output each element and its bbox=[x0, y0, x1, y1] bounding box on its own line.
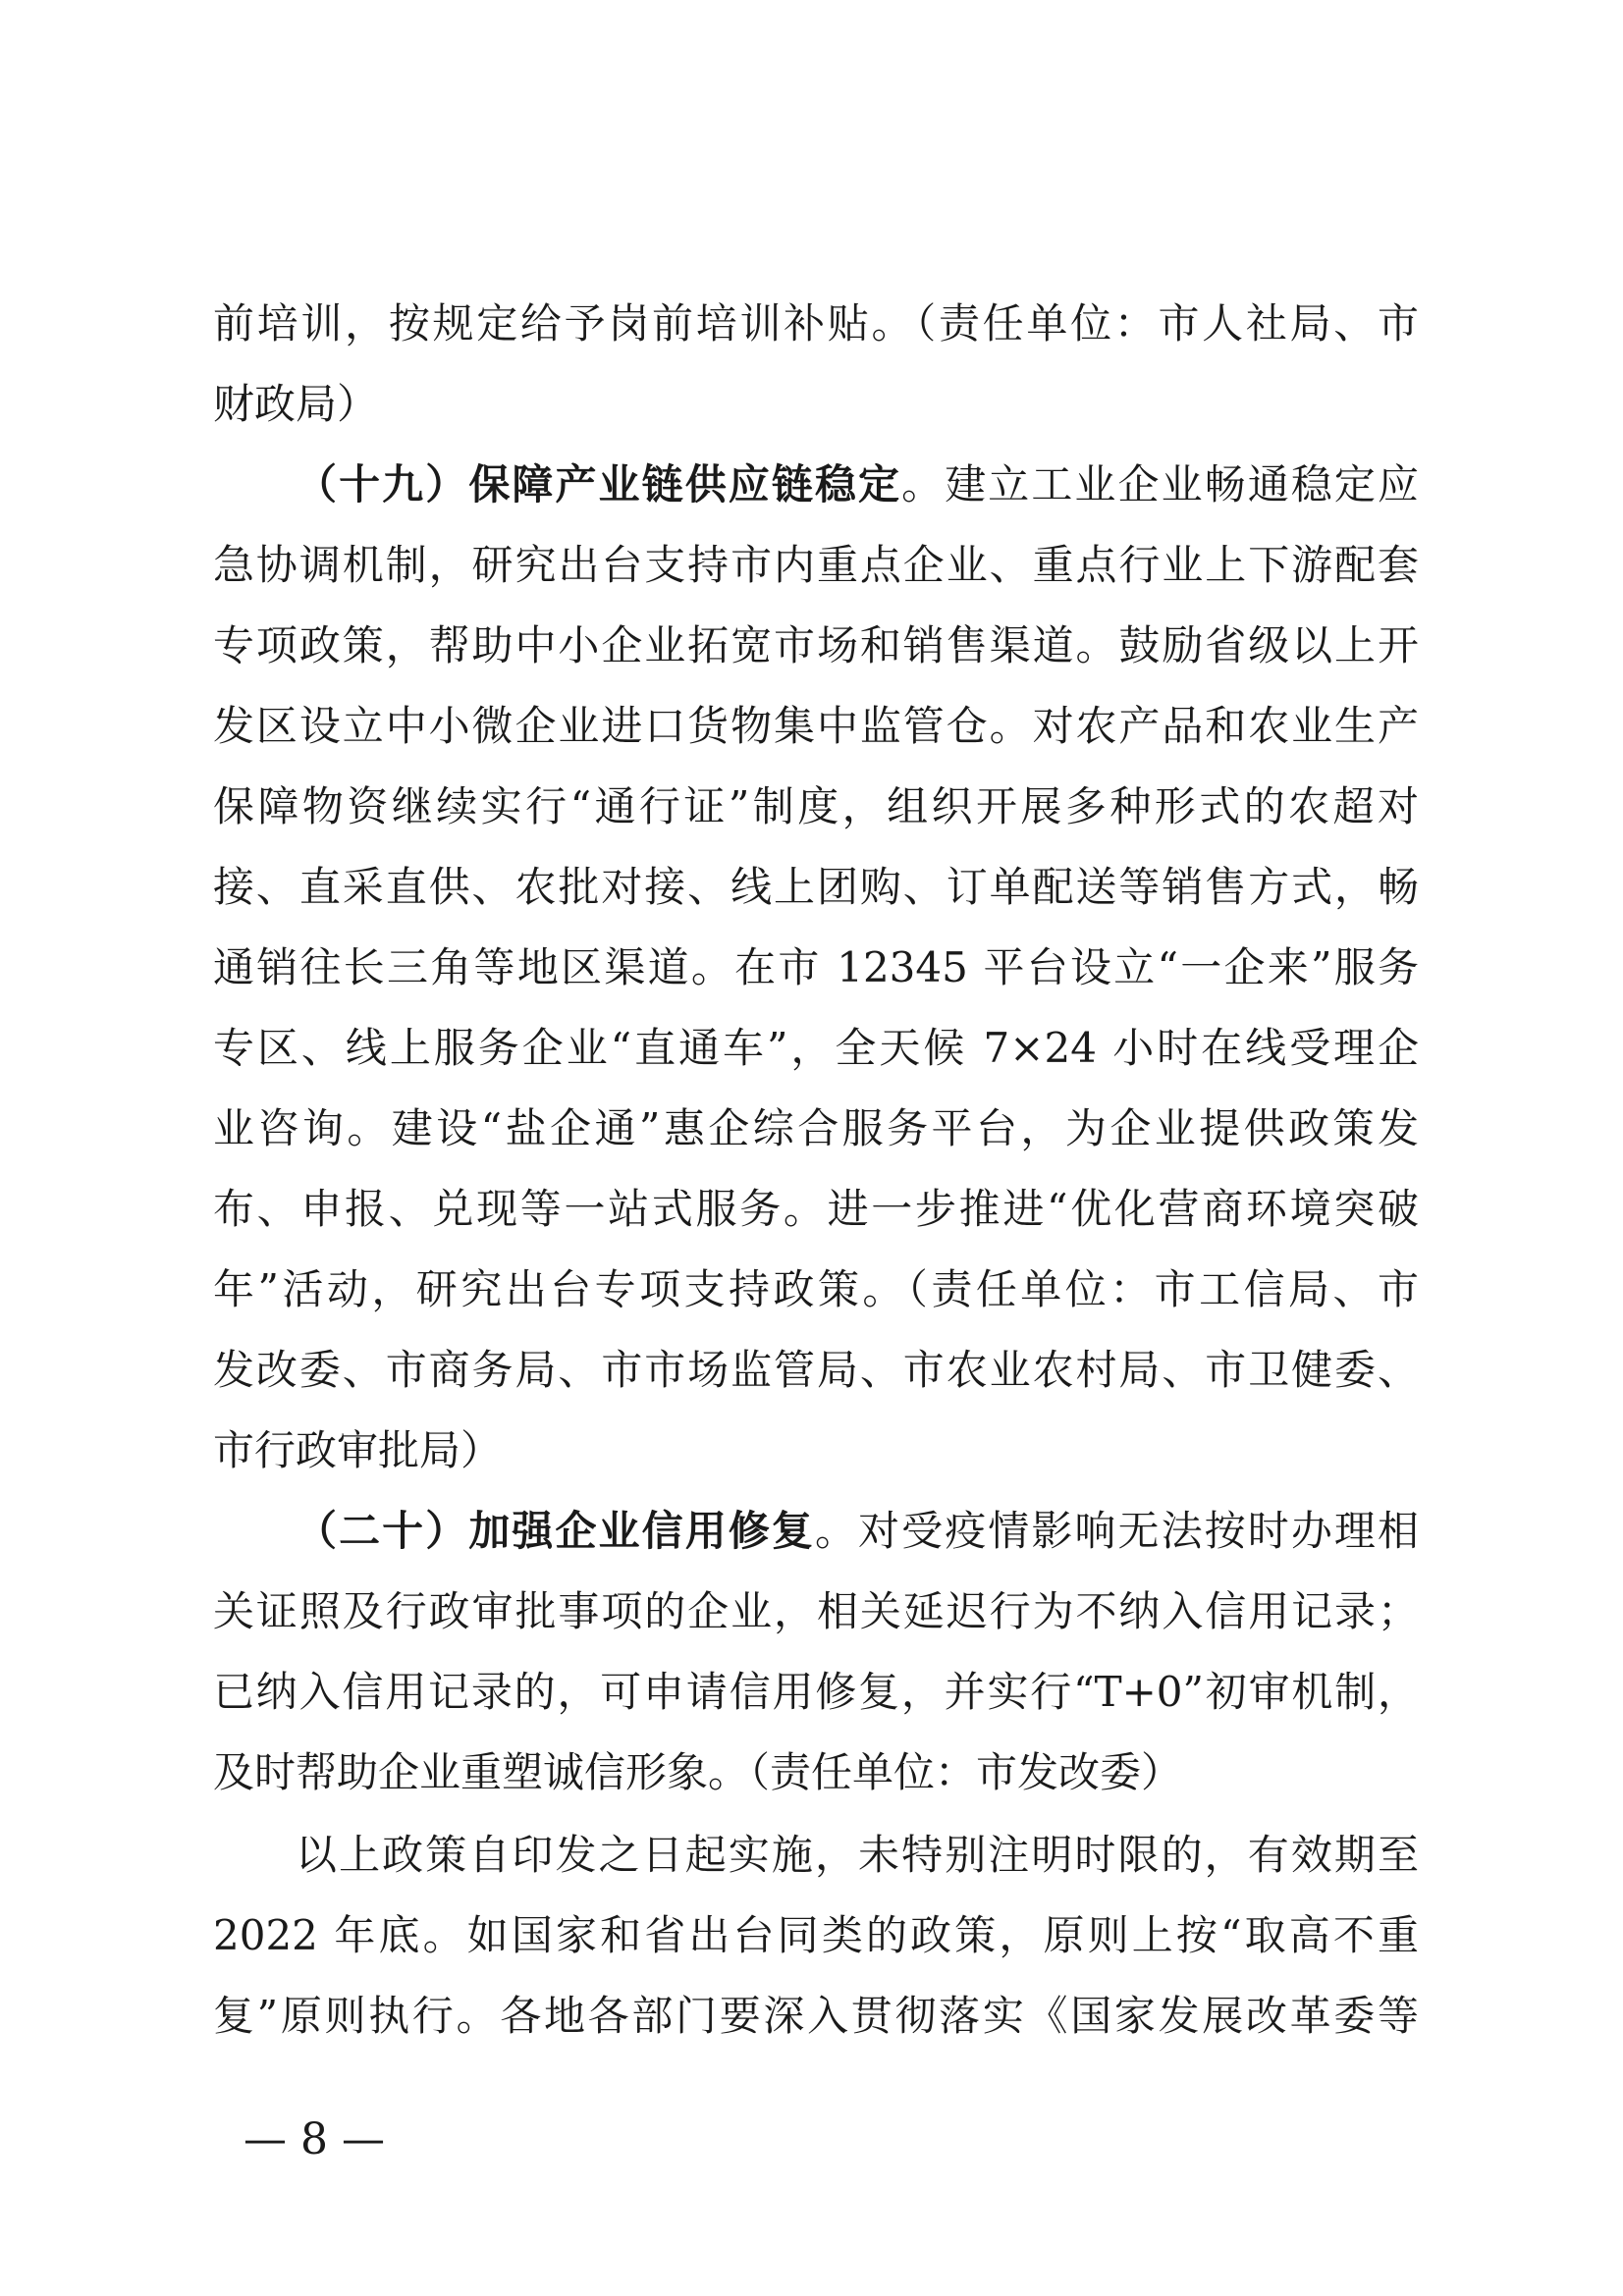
body-line: 专区、线上服务企业“直通车”，全天候 7×24 小时在线受理企 bbox=[213, 1024, 1419, 1072]
body-text-run: 。建立工业企业畅通稳定应 bbox=[901, 460, 1419, 508]
body-line: 已纳入信用记录的，可申请信用修复，并实行“T+0”初审机制， bbox=[213, 1668, 1419, 1716]
body-line: 保障物资继续实行“通行证”制度，组织开展多种形式的农超对 bbox=[213, 782, 1419, 830]
body-line: 通销往长三角等地区渠道。在市 12345 平台设立“一企来”服务 bbox=[213, 943, 1419, 991]
body-line: 复”原则执行。各地各部门要深入贯彻落实《国家发展改革委等 bbox=[213, 1992, 1419, 2040]
body-line: 前培训，按规定给予岗前培训补贴。（责任单位：市人社局、市 bbox=[213, 299, 1419, 347]
body-line: 发改委、市商务局、市市场监管局、市农业农村局、市卫健委、 bbox=[213, 1346, 1419, 1394]
body-line: 年”活动，研究出台专项支持政策。（责任单位：市工信局、市 bbox=[213, 1265, 1419, 1313]
body-line: 急协调机制，研究出台支持市内重点企业、重点行业上下游配套 bbox=[213, 541, 1419, 589]
body-line: 接、直采直供、农批对接、线上团购、订单配送等销售方式，畅 bbox=[213, 863, 1419, 911]
section-heading-line bbox=[213, 455, 1419, 514]
body-line: 以上政策自印发之日起实施，未特别注明时限的，有效期至 bbox=[296, 1831, 1419, 1879]
body-line: 布、申报、兑现等一站式服务。进一步推进“优化营商环境突破 bbox=[213, 1185, 1419, 1233]
page-number: — 8 — bbox=[243, 2114, 385, 2164]
body-line: 财政局） bbox=[213, 380, 379, 428]
body-line: 市行政审批局） bbox=[213, 1426, 503, 1474]
body-line: 业咨询。建设“盐企通”惠企综合服务平台，为企业提供政策发 bbox=[213, 1104, 1419, 1152]
section-heading: （十九）保障产业链供应链稳定 bbox=[296, 460, 902, 508]
section-heading: （二十）加强企业信用修复 bbox=[296, 1507, 815, 1555]
section-heading-line bbox=[213, 1502, 1419, 1561]
body-line: 发区设立中小微企业进口货物集中监管仓。对农产品和农业生产 bbox=[213, 702, 1419, 750]
body-line: 专项政策，帮助中小企业拓宽市场和销售渠道。鼓励省级以上开 bbox=[213, 621, 1419, 669]
body-line: 及时帮助企业重塑诚信形象。（责任单位：市发改委） bbox=[213, 1748, 1183, 1796]
body-line: 关证照及行政审批事项的企业，相关延迟行为不纳入信用记录； bbox=[213, 1587, 1419, 1635]
body-text-run: 。对受疫情影响无法按时办理相 bbox=[814, 1507, 1419, 1555]
body-line: 2022 年底。如国家和省出台同类的政策，原则上按“取高不重 bbox=[213, 1911, 1419, 1959]
